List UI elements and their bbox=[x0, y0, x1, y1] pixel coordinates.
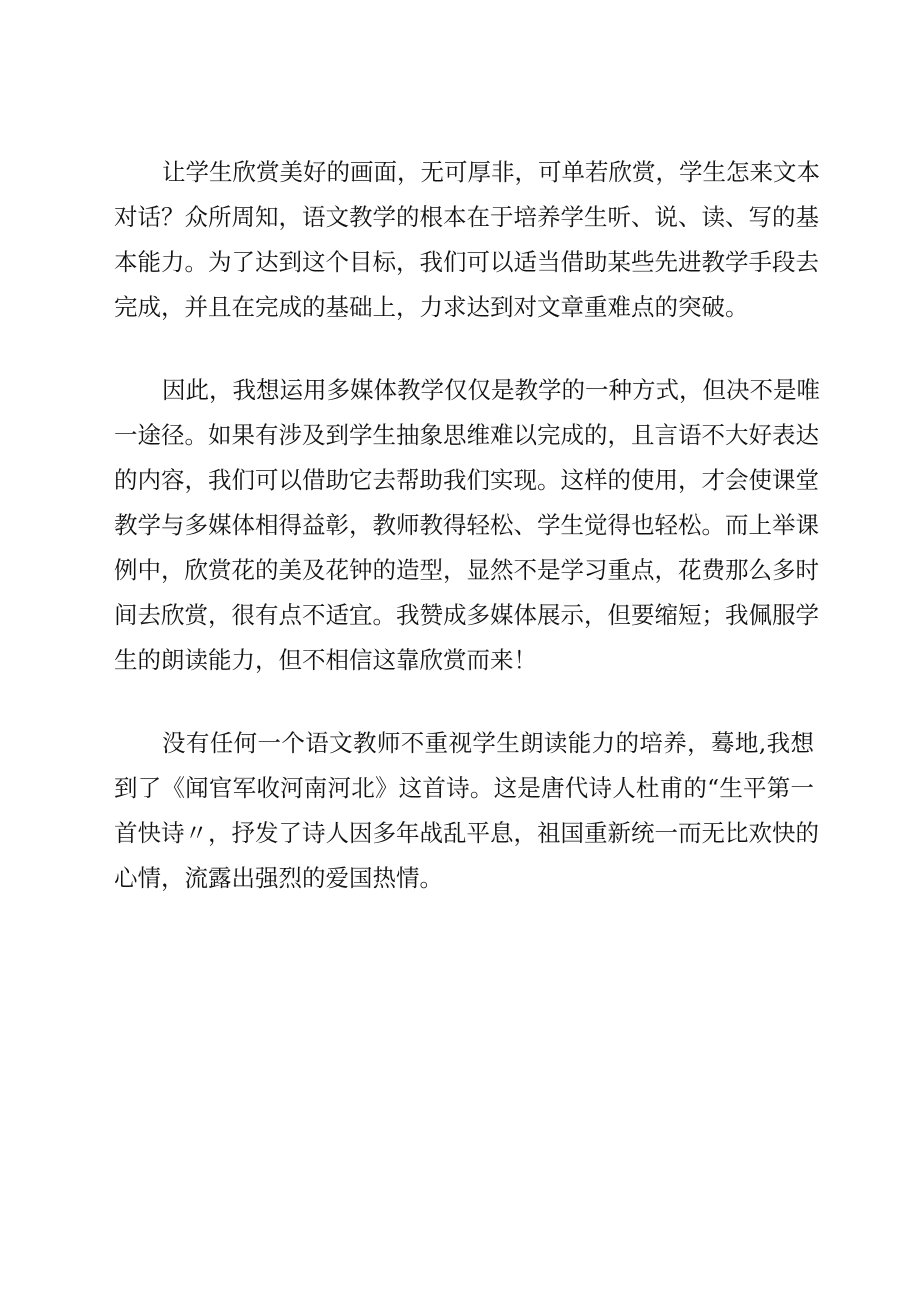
paragraph-1-line-1: 让学生欣赏美好的画面，无可厚非，可单若欣赏，学生怎来文本 bbox=[162, 158, 820, 186]
paragraph-2-line-6: 间去欣赏，很有点不适宜。我赞成多媒体展示，但要缩短；我佩服学 bbox=[114, 601, 819, 629]
paragraph-3-line-3: 首快诗〃，抒发了诗人因多年战乱平息，祖国重新统一而无比欢快的 bbox=[114, 819, 819, 847]
paragraph-2-line-3: 的内容，我们可以借助它去帮助我们实现。这样的使用，才会使课堂 bbox=[114, 466, 819, 494]
paragraph-1-line-3: 本能力。为了达到这个目标，我们可以适当借助某些先进教学手段去 bbox=[114, 248, 819, 276]
paragraph-2-line-1: 因此，我想运用多媒体教学仅仅是教学的一种方式，但决不是唯 bbox=[162, 376, 820, 404]
paragraph-1 bbox=[114, 150, 820, 330]
paragraph-1-line-2: 对话？众所周知，语文教学的根本在于培养学生听、说、读、写的基 bbox=[114, 203, 819, 231]
paragraph-spacer bbox=[114, 330, 814, 368]
paragraph-3-line-4: 心情，流露出强烈的爱国热情。 bbox=[114, 864, 443, 892]
paragraph-spacer bbox=[114, 683, 814, 721]
document-body bbox=[114, 150, 820, 901]
paragraph-2-line-2: 一途径。如果有涉及到学生抽象思维难以完成的，且言语不大好表达 bbox=[114, 421, 819, 449]
paragraph-3-line-1: 没有任何一个语文教师不重视学生朗读能力的培养，蓦地,我想 bbox=[162, 729, 814, 757]
paragraph-3-line-2: 到了《闻官军收河南河北》这首诗。这是唐代诗人杜甫的“生平第一 bbox=[114, 774, 814, 802]
paragraph-3 bbox=[114, 721, 819, 901]
paragraph-2-line-4: 教学与多媒体相得益彰，教师教得轻松、学生觉得也轻松。而上举课 bbox=[114, 511, 819, 539]
paragraph-2 bbox=[114, 368, 820, 683]
paragraph-1-line-4: 完成，并且在完成的基础上，力求达到对文章重难点的突破。 bbox=[114, 293, 749, 321]
paragraph-2-line-5: 例中，欣赏花的美及花钟的造型，显然不是学习重点，花费那么多时 bbox=[114, 556, 819, 584]
paragraph-2-line-7: 生的朗读能力，但不相信这靠欣赏而来！ bbox=[114, 646, 537, 674]
